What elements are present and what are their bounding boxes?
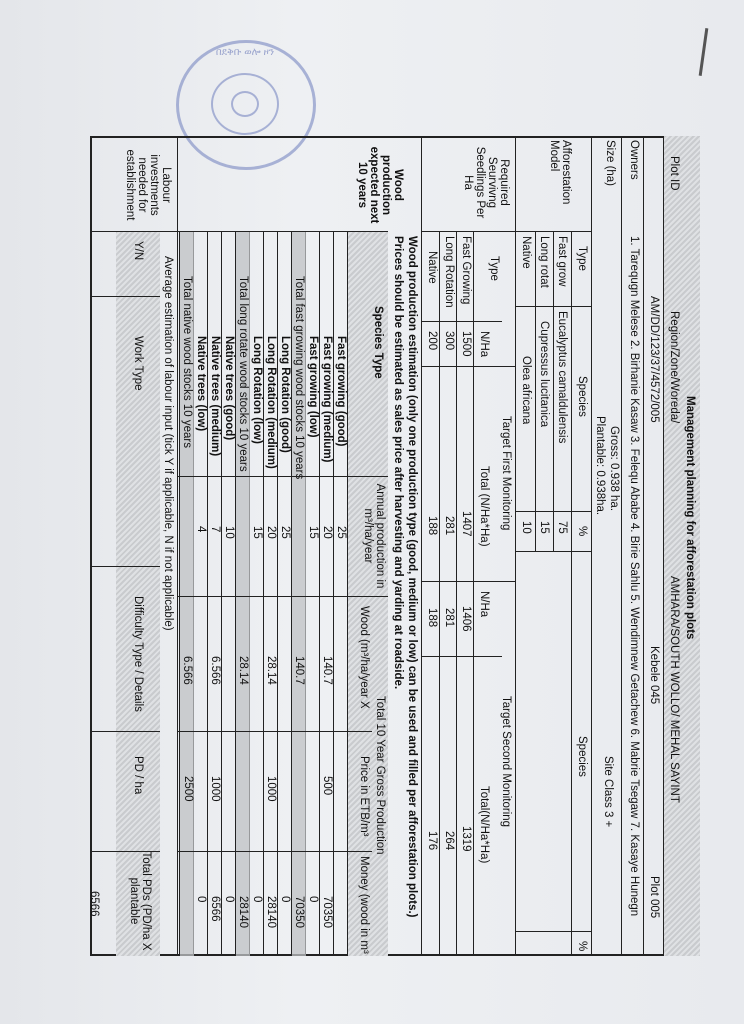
seed-row-nha: 300 bbox=[443, 331, 455, 351]
kebele: Kebele 045 bbox=[648, 646, 660, 705]
seed-total1-header: Total (N/Ha*Ha) bbox=[478, 466, 490, 547]
production-row-money: 6566 bbox=[209, 896, 221, 922]
production-row-annual: 25 bbox=[279, 526, 291, 539]
seed-row-type: Long Rotation bbox=[443, 236, 455, 308]
model-species-header: Species bbox=[576, 376, 588, 417]
size-gross: Gross: 0.938 ha. bbox=[608, 426, 620, 512]
production-row-annual: 20 bbox=[265, 526, 277, 539]
seed-row-total1: 281 bbox=[443, 516, 455, 536]
size-label: Size (ha) bbox=[604, 140, 616, 187]
region-label: Region/Zone/Woreda/ bbox=[668, 311, 680, 424]
production-row-label: Total fast growing wood stocks 10 years bbox=[293, 276, 305, 480]
labour-yn-header: Y/N bbox=[132, 241, 144, 261]
seed-row-type: Native bbox=[426, 251, 438, 284]
seed-row-total1: 1407 bbox=[460, 511, 472, 537]
production-row-label: Native trees (medium) bbox=[209, 336, 221, 457]
seed-row-nha: 200 bbox=[426, 331, 438, 351]
production-row-annual: 20 bbox=[321, 526, 333, 539]
production-label: Wood production expected next 10 years bbox=[356, 146, 404, 224]
production-note2: Prices should be estimated as sales price after harvesting and yarding at roadside. bbox=[392, 236, 404, 690]
labour-difficulty-header: Difficulty Type / Details bbox=[132, 596, 144, 712]
model-row-species: Cupressus lucitanica bbox=[538, 321, 550, 428]
production-row-label: Fast growing (low) bbox=[307, 336, 319, 438]
model-row-type: Native bbox=[520, 236, 532, 269]
production-row-label: Native trees (low) bbox=[195, 336, 207, 432]
stamp-text: በደቅቡ ወሎ ዞን bbox=[215, 47, 275, 58]
document-title: Management planning for afforestation plots bbox=[684, 396, 696, 640]
model-row-type: Fast grow bbox=[556, 236, 568, 287]
production-row-label: Long Rotation (low) bbox=[251, 336, 263, 444]
target1-header: Target First Monitoring bbox=[500, 416, 512, 531]
seed-nha-header: N/Ha bbox=[478, 331, 490, 358]
production-row-label: Fast growing (medium) bbox=[321, 336, 333, 463]
production-row-price: 1000 bbox=[265, 776, 277, 802]
production-row-label: Fast growing (good) bbox=[335, 336, 347, 447]
species-type-header: Species Type bbox=[372, 306, 384, 379]
production-row-money: 0 bbox=[251, 896, 263, 903]
seed-total2-header: Total(N/Ha*Ha) bbox=[478, 786, 490, 864]
production-row-price: 500 bbox=[321, 776, 333, 796]
model-row-type: Long rotat bbox=[538, 236, 550, 288]
total10-header: Total 10 Year Gross Production bbox=[374, 696, 386, 855]
management-plan-table bbox=[90, 136, 700, 956]
model-row-pct: 10 bbox=[520, 521, 532, 534]
model-row-species: Olea africana bbox=[520, 356, 532, 425]
production-row-annual: 4 bbox=[195, 526, 207, 533]
labour-total-value: 6566 bbox=[88, 891, 100, 917]
target2-header: Target Second Monitoring bbox=[500, 696, 512, 828]
seed-row-nha: 1500 bbox=[460, 331, 472, 357]
model-label: Afforestation Model bbox=[548, 140, 572, 205]
owners-label: Owners bbox=[628, 140, 640, 180]
production-row-label: Total native wood stocks 10 years bbox=[181, 276, 193, 448]
seed-row-nha2: 281 bbox=[443, 608, 455, 628]
labour-pd-header: PD / ha bbox=[132, 756, 144, 795]
production-row-wood: 140.7 bbox=[321, 656, 333, 685]
pen-mark bbox=[699, 28, 709, 76]
production-row-money: 28140 bbox=[237, 896, 249, 928]
model-row-pct: 75 bbox=[556, 521, 568, 534]
seed-row-nha2: 188 bbox=[426, 608, 438, 628]
seed-nha2-header: N/Ha bbox=[478, 591, 490, 618]
seed-row-nha2: 1406 bbox=[460, 606, 472, 632]
plot-number: Plot 005 bbox=[648, 876, 660, 919]
production-row-label: Long Rotation (medium) bbox=[265, 336, 277, 469]
money-header: Money (wood in m³ bbox=[358, 856, 370, 954]
production-row-annual: 15 bbox=[307, 526, 319, 539]
production-row-money: 0 bbox=[279, 896, 291, 903]
model-row-pct: 15 bbox=[538, 521, 550, 534]
production-row-label: Long Rotation (good) bbox=[279, 336, 291, 453]
seed-row-total1: 188 bbox=[426, 516, 438, 536]
production-row-annual: 7 bbox=[209, 526, 221, 533]
annual-header: Annual production in m³/ha/year bbox=[362, 483, 386, 589]
plot-code: AM/DD/123/37/4572/005 bbox=[648, 296, 660, 423]
production-row-label: Native trees (good) bbox=[223, 336, 235, 441]
production-row-wood: 28.14 bbox=[237, 656, 249, 685]
production-row-annual: 10 bbox=[223, 526, 235, 539]
region-value: AMHARA/SOUTH WOLLO/ MEHAL SAYINT bbox=[668, 576, 680, 803]
seed-row-type: Fast Growing bbox=[460, 236, 472, 305]
production-row-wood: 6.566 bbox=[181, 656, 193, 685]
production-note1: Wood production estimation (only one production type (good, medium or low) can be used and filled per afforestation plots.) bbox=[406, 236, 418, 918]
production-row-money: 70350 bbox=[293, 896, 305, 928]
seed-type-header: Type bbox=[488, 256, 500, 281]
labour-label: Labour investments needed for establishment bbox=[124, 149, 172, 221]
price-header: Price in ETB/m³ bbox=[358, 756, 370, 837]
model-species2-header: Species bbox=[576, 736, 588, 777]
labour-total-header: Total PDs (PD/ha X plantable bbox=[128, 851, 152, 951]
model-type-header: Type bbox=[576, 246, 588, 271]
model-pct2-header: % bbox=[576, 941, 588, 952]
production-row-price: 1000 bbox=[209, 776, 221, 802]
site-class: Site Class 3 + bbox=[602, 756, 614, 828]
production-row-wood: 28.14 bbox=[265, 656, 277, 685]
plot-id-label: Plot ID bbox=[668, 156, 680, 191]
production-row-money: 0 bbox=[195, 896, 207, 903]
production-row-label: Total long rotate wood stocks 10 years bbox=[237, 276, 249, 472]
owners-value: 1. Tarequgn Melese 2. Birhanie Kasaw 3. Felequ Ababe 4. Birie Sahlu 5. Wendimnew Getachew 6. Mabrie Tsegaw 7. Kasaye Hunegn bbox=[628, 236, 640, 917]
size-plantable: Plantable: 0.938ha. bbox=[594, 416, 606, 516]
production-row-money: 70350 bbox=[321, 896, 333, 928]
model-pct-header: % bbox=[576, 526, 588, 537]
labour-work-header: Work Type bbox=[132, 336, 144, 391]
labour-note: Average estimation of labour input (tick Y if applicable, N if not applicable) bbox=[162, 256, 174, 631]
labour-pd-value: 2500 bbox=[182, 776, 194, 802]
model-row-species: Eucalyptus camaldulensis bbox=[556, 311, 568, 444]
production-row-wood: 6.566 bbox=[209, 656, 221, 685]
production-row-annual: 25 bbox=[335, 526, 347, 539]
wood-header: Wood (m³/ha/year X bbox=[358, 606, 370, 709]
production-row-money: 0 bbox=[307, 896, 319, 903]
seed-row-total2: 264 bbox=[443, 831, 455, 851]
production-row-wood: 140.7 bbox=[293, 656, 305, 685]
seed-row-total2: 176 bbox=[426, 831, 438, 851]
production-row-money: 0 bbox=[223, 896, 235, 903]
seedlings-label: Required Seurvivng Seedlings Per Ha bbox=[462, 146, 510, 219]
production-row-annual: 15 bbox=[251, 526, 263, 539]
production-row-money: 28140 bbox=[265, 896, 277, 928]
seed-row-total2: 1319 bbox=[460, 826, 472, 852]
